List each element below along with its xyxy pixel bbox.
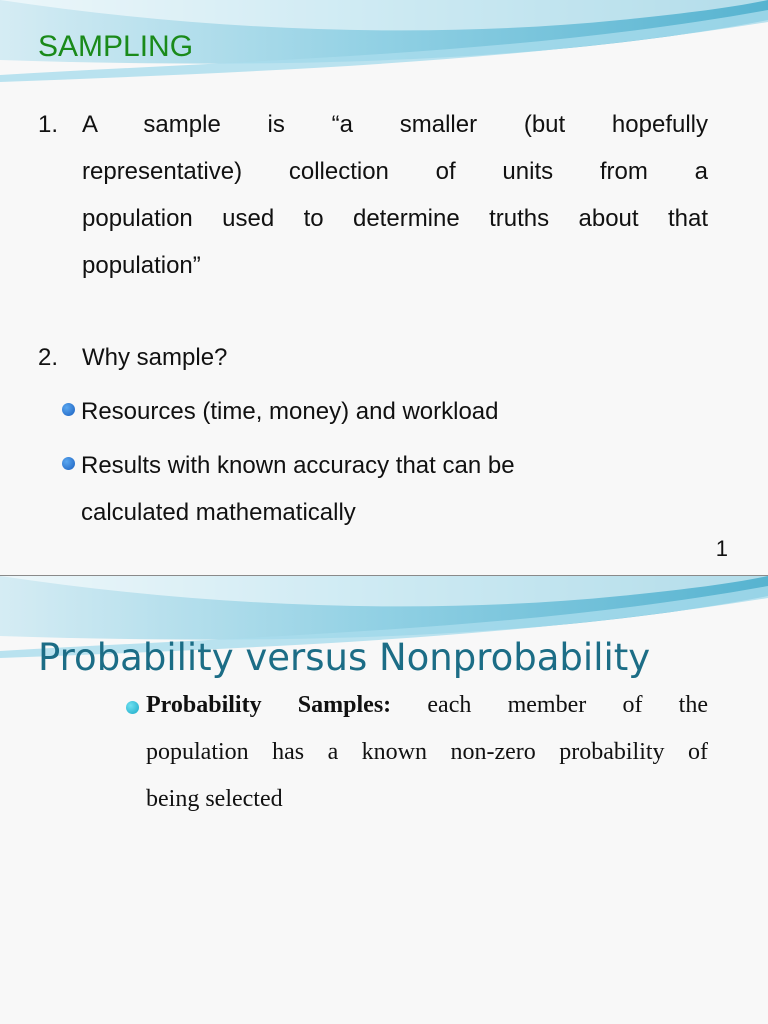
bullet-text: Resources (time, money) and workload xyxy=(81,398,499,425)
bullet-item xyxy=(62,442,515,536)
bullet-dot-icon xyxy=(126,701,139,714)
item-2-text: Why sample? xyxy=(82,344,228,371)
bullet-text: Results with known accuracy that can be xyxy=(81,452,515,479)
list-number: 1. xyxy=(38,111,59,138)
bullet-item xyxy=(146,682,708,823)
list-item-2 xyxy=(38,334,708,381)
bullet-line-2: population has a known non-zero probability of xyxy=(146,739,708,765)
bullet-dot-icon xyxy=(62,403,75,416)
bullet-dot-icon xyxy=(62,457,75,470)
slide-title: Probability versus Nonprobability xyxy=(38,636,651,679)
list-item-1 xyxy=(38,101,708,289)
bullet-bold-term: Probability Samples: xyxy=(146,692,392,718)
item-1-line-4: population” xyxy=(82,252,201,279)
bullet-text: each member of the xyxy=(427,692,708,718)
bullet-line-3: being selected xyxy=(146,786,283,812)
slide-2 xyxy=(0,576,768,1024)
bullet-line-1 xyxy=(146,682,708,729)
item-1-line-3: population used to determine truths about that xyxy=(82,205,708,232)
bullet-item xyxy=(62,388,499,435)
bullet-text-continued: calculated mathematically xyxy=(81,499,356,526)
item-1-line-1: A sample is “a smaller (but hopefully xyxy=(82,111,708,138)
page-number: 1 xyxy=(715,536,728,561)
list-number: 2. xyxy=(38,344,59,371)
slide-title: SAMPLING xyxy=(38,30,194,63)
item-1-line-2: representative) collection of units from a xyxy=(82,158,708,185)
